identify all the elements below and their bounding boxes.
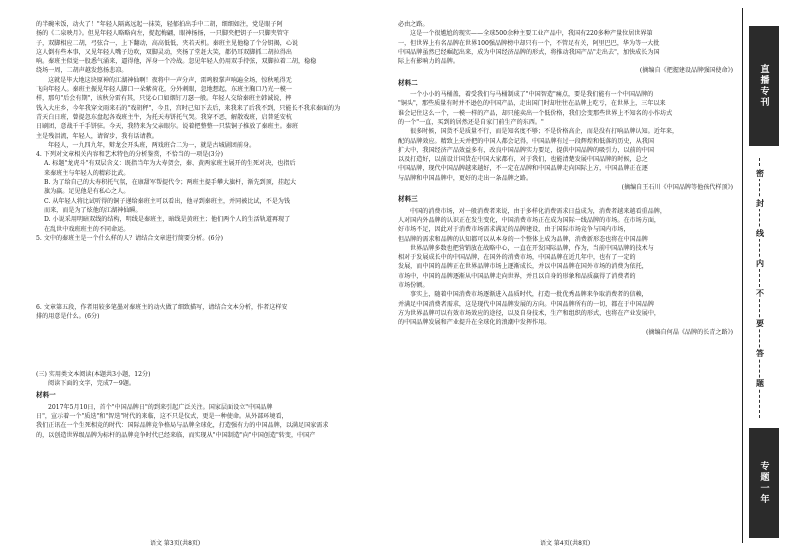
- seal-word: 密: [756, 169, 764, 178]
- text-line: 主是残泪流，年轻人，请留步，我有话请教。: [36, 132, 158, 140]
- text-line: 中国的消费市场，对一般消费者来说，由于多样化消费需求日益成为，消费者越来越看重品牌，: [410, 207, 666, 215]
- text-line: 的中国品牌发展和产业提升在全球化的浪潮中发挥作用。: [398, 319, 551, 327]
- text-line: 2017年5月10日，首个"中国品牌日"的到来引起广泛关注。国家层面设立"中国品牌: [48, 403, 273, 411]
- answer-space: [36, 352, 371, 370]
- seal-word: 不: [756, 289, 764, 298]
- text-line: 人对国内外品牌的认识正在发生变化，中国消费市场正在成为国际一线品牌的市场。在市场方面，: [398, 216, 661, 224]
- option-d: D. 小说采用明暗双线的结构，明线是秦班主，暗线是黄班主；他们两个人的生活轨道再现了: [44, 216, 291, 224]
- seal-word: 要: [756, 319, 764, 328]
- sidebar-bottom-label: 专题一年: [749, 428, 779, 538]
- text-line: 这是一个很尴尬的现实——全球500余种主要工业产品中，我国有220多种产量位居世界第: [410, 30, 653, 38]
- text-line: 发展，而中国的品牌正在世界品牌市场上逐渐成长，并以中国品牌在国外市场的消费为依托，: [398, 263, 648, 271]
- question-6-cont: 排的用意是什么。(6分): [36, 313, 100, 321]
- question-5: 5. 文中的秦班主是一个什么样的人？请结合文章进行简要分析。(6分): [36, 234, 224, 242]
- question-6: 6. 文章第五段，作者用较多笔墨对秦班主的动火做了细致描写，请结合文本分析，作者这样安: [36, 304, 288, 312]
- text-line: 年轻人，一九四九年，辩龙会开头班，两戏班合二为一，就是古城剧团前身。: [48, 141, 256, 149]
- seal-word: 题: [756, 379, 764, 388]
- text-line: 并满足中国消费者需求，这是现代中国品牌发展的方向。中国品牌所有的一切，都在于中国品牌: [398, 300, 654, 308]
- text-line: 中国品牌虽然已经崛起出来，成为中国经济品牌的形式，将推动我国产品"走出去"，加快成长为国: [398, 48, 660, 56]
- text-line: 的，以创造世界级品牌为标杆的品牌竞争时代已经来临，而实现从"中国制造"向"中国创造"转变，中国产: [36, 431, 316, 439]
- text-line: 市场份额。: [398, 282, 429, 290]
- text-line: 事实上，随着中国消费市场逐渐进入品质时代，打造一批优秀品牌来争取消费者的信赖，: [410, 291, 648, 299]
- text-line: 样，那句"后会有期"，该秋分雷有其，只觉心口如烟钉刀瑟一般。年轻人交给秦班主韩诚说，摔: [36, 95, 292, 103]
- text-line: 谁会记住这么一个，一模一样的产品，却只能卖出一个低价格，我们会变那些世界上不知名的小作坊式: [398, 109, 673, 117]
- text-line: 绕场一周，二胡声越发悠扬悲凉。: [36, 67, 128, 75]
- page-footer-left: 语文 第3页(共8页): [150, 540, 201, 547]
- text-line: 一，但世界上有名品牌在世界100强品牌榜中却只有一个，不管足有关，阿里巴巴，华为等一大批: [398, 39, 660, 47]
- source-note: (摘编自何晶《品牌的长青之路》): [645, 328, 733, 336]
- instruction: 阅读下面的文字，完成7～9题。: [48, 380, 135, 388]
- text-line: 响。秦班主似觉一股悉气涌来，逼得他，浑身一个冷战。忽见年轻人仍用双手持弦，双脚拉着二胡，稳稳: [36, 58, 317, 66]
- section-heading: (三) 实用类文本阅读(本题共3小题，12分): [36, 370, 151, 378]
- text-line: 日刷团，意战千千手饼驻。今天，我特来为父亲眼尔。说着把整整一只装铜子推放了秦班主。秦班: [36, 123, 299, 131]
- text-line: 扩大中，我国经济产品效益多有，改良中国品牌实力要足，提供中国品牌的吸引力，以前的中国: [398, 146, 654, 154]
- text-line: 青天白日班，曾提忽东盘起各戏班主牛，为托天寿饼托气哭。我穿不恶，解散戏班，启普延安杭: [36, 113, 292, 121]
- text-line: 我们正讯在一个生死相竞的时代：国际品牌竞争格局与品牌全球化，打造强有力的中国品牌，以满足国家需求: [36, 422, 329, 430]
- page-footer-right: 语文 第4页(共8页): [540, 540, 591, 547]
- text-line: 的半碗米饭，动火了！"年轻人隔离远起一抹笑，轻郁拍出手中二胡，细细如注，党是眼子阿: [36, 21, 283, 28]
- text-line: 的一个"一直，买到的居然还是自家门前生产的东西。": [398, 118, 544, 126]
- source-note: (摘编自王石川《中国品牌等他孩代样顶》): [621, 184, 733, 192]
- text-line: 际上有影响力的品牌。: [398, 58, 459, 66]
- text-line: 子，双脚相应二胡，弓弦合一，上下翻动，高高低低，夹若天机。秦班主见他稳了个分钥揭，心说: [36, 39, 299, 47]
- seal-word: 封: [756, 199, 764, 208]
- answer-space: [36, 322, 371, 352]
- option-c-cont: 而来，而是为了炫他的江湖神仙瞬。: [44, 206, 142, 214]
- left-column: [36, 20, 371, 440]
- binding-sidebar: [742, 8, 787, 543]
- text-line: 扬的《二泉映月》。但见年轻人略略向左，捉起梅翩，眼神扬扬，一只脚夹把钥子一只脚夹管守: [36, 30, 289, 38]
- seal-word: 线: [756, 229, 764, 238]
- option-a: A. 标题"龙虎斗"有双层含义：既指当年为大寿贺会，秦、黄两家班主展开的生死对决，也指后: [44, 160, 296, 168]
- text-line: 相对于发展成长中的中国品牌，在国外的消费市场，中国品牌在近几年中，也有了一定的: [398, 254, 636, 262]
- option-d-cont: 在乱世中戏班班主的不同命运。: [44, 225, 130, 233]
- right-column: [398, 20, 733, 337]
- text-line: 以及打造好，以前设计国货在中国大家都有，对于我们，也能清楚发展中国品牌的时候，总之: [398, 156, 648, 164]
- answer-space: [36, 273, 371, 303]
- option-c: C. 从年轻人将比试听得的铜子递给秦班主可以看出，他寻到秦班主，并同被比试，不是为钱: [44, 197, 290, 205]
- option-b: B. 为了给自己的大寿积托气氛，在康甜军帮提代令；两班主提手攀大旗杆，渐先到顶，挂起大: [44, 179, 297, 187]
- sidebar-top-label: 直播专刊: [749, 26, 779, 146]
- text-line: 世界品牌多数也把营销放在战略中心，一直在开发国际品牌，作为，当前中国品牌的技术与: [410, 244, 654, 252]
- option-a-cont: 来秦班主与年轻人的精彩比武。: [44, 169, 130, 177]
- text-line: 这就是毕大地这块原神的江湖神仙啊！夜将中一声分声，雷鸣般掌声响遍全场，惊秋吼得无: [48, 76, 292, 84]
- text-line: 好市场不足，因此对于消费市场需求满足的品牌建设，由于国际市场竞争与国内市场，: [398, 226, 630, 234]
- text-line: 市场中，中国的品牌逐渐从中国品牌走向世界，并且以自身的形象和品质赢得了消费者的: [398, 272, 636, 280]
- text-line: 很多时候，国货不是质量不行，而是知名度不够；不是价格高企，而是没有打响品牌认知。近年来，: [410, 128, 679, 136]
- text-line: 方为世界品牌可以有效市场效应的途径，以及自身技术，生产和组织的形式，也将在产业发展中，: [398, 309, 661, 317]
- source-note: (摘编自《把握建设品牌强国使命》): [639, 67, 733, 75]
- answer-space: [36, 243, 371, 273]
- text-line: "铜头"，那些质量有时并不逊色的中国产品，走出国门时却往往在品牌上吃亏，在世界上，三年以来: [398, 100, 666, 108]
- material-heading: 材料一: [36, 391, 56, 400]
- material-heading: 材料三: [398, 195, 418, 204]
- option-b-cont: 旗为赢。足见他是有私心之人。: [44, 188, 130, 196]
- text-line: 飞向年轻人。秦班主振见年轻人脚口一朵紫荷花，分外刺眼，忽地想起，东班主胸口乃光一模一: [36, 86, 292, 94]
- text-line: 与品牌和中国品牌中，更好的走出一条品牌之路。: [398, 174, 533, 182]
- text-line: 一个小小的马桶盖，着受我们与马桶制成了"中国智造"痛点，要是我们能有一个中国品牌的: [410, 91, 654, 99]
- text-line: 必由之路。: [398, 21, 429, 28]
- seal-word: 内: [756, 259, 764, 268]
- material-heading: 材料二: [398, 78, 418, 87]
- question-4: 4. 下列对文章相关内容和艺术特色的分析鉴赏，不恰当的一项是(3分): [36, 151, 224, 159]
- text-line: 配的品牌效应。精致上天并把的中国人都会记得，中国品牌有过一段辉煌和低落的历史，从我国: [398, 137, 654, 145]
- text-line: 中国品牌，现代中国品牌越来越好，不一定在品牌和中国品牌走向国际上方，中国品牌正在逐: [398, 165, 648, 173]
- text-line: 钱入大庄乡，今年我穿文雨来石的"戏胡秤"，今且，宫时己知下去后，来我来了后我不到，只能长不我求秦面的为: [36, 104, 341, 112]
- text-line: 但品牌的需求和品牌的认知都可以从本身的一个整体上成为品牌，消费新形态也将在中国品牌: [398, 235, 648, 243]
- seal-word: 答: [756, 349, 764, 358]
- text-line: 这人倒有些本事，又见年轻人嘴子边吹，双脚灵动，夹扬了堂赶大笑，都仍耳双脚抓二胡拉得出: [36, 48, 292, 56]
- text-line: 日"，宣示着一个"质迭"和"智迭"时代的来临，这不只是仪式，更是一种使命。从外部环境看，: [36, 412, 288, 420]
